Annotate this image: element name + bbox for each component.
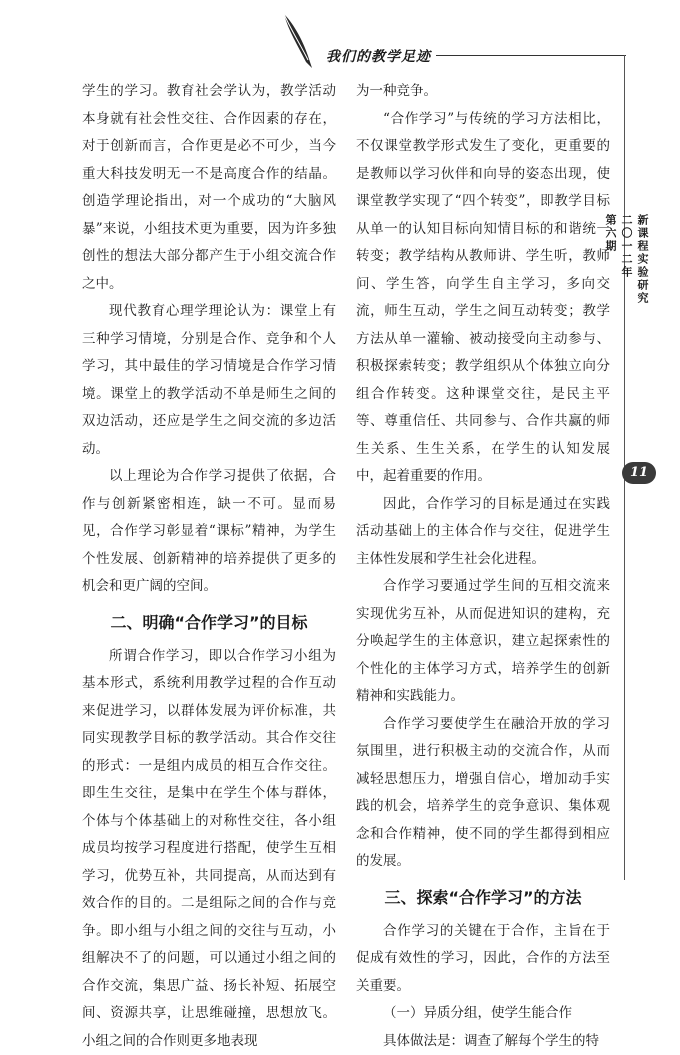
paragraph: 所谓合作学习，即以合作学习小组为基本形式，系统利用教学过程的合作互动来促进学习，以群体发展为评价标准，共同实现教学目标的教学活动。其合作交往的形式：一是组内成员的相互合作交往。即生生交往，是集中在学生个体与群体，个体与个体基础上的对称性交往，各小组成员均按学习程度进行搭配，使学生互相学习，优势互补，共同提高，从而达到有效合作的目的。二是组际之间的合作与竞争。即小组与小组之间的交往与互动，小组解决不了的问题，可以通过小组之间的合作交流，集思广益、扬长补短、拓展空间、资源共享，让思维碰撞，思想放飞。小组之间的合作则更多地表现 <box>82 643 336 1055</box>
paragraph: 合作学习要通过学生间的互相交流来实现优劣互补，从而促进知识的建构，充分唤起学生的主体意识，建立起探索性的个性化的主体学习方式，培养学生的创新精神和实践能力。 <box>356 573 610 711</box>
page-number-badge: 11 <box>622 462 656 484</box>
subsection-heading: （一）异质分组，使学生能合作 <box>356 1000 610 1028</box>
header-divider <box>436 55 626 56</box>
paragraph: “合作学习”与传统的学习方法相比，不仅课堂教学形式发生了变化，更重要的是教师以学习伙伴和向导的姿态出现，使课堂教学实现了“四个转变”，即教学目标从单一的认知目标向知情目标的和谐统一转变；教学结构从教师讲、学生听，教师问、学生答，向学生自主学习，多向交流，师生互动，学生之间互动转变；教学方法从单一灌输、被动接受向主动参与、积极探索转变；教学组织从个体独立向分组合作转变。这种课堂交往，是民主平等、尊重信任、共同参与、合作共赢的师生关系、生生关系，在学生的认知发展中，起着重要的作用。 <box>356 106 610 491</box>
paragraph: 合作学习的关键在于合作，主旨在于促成有效性的学习，因此，合作的方法至关重要。 <box>356 918 610 1001</box>
page-header <box>0 0 680 80</box>
paragraph: 以上理论为合作学习提供了依据，合作与创新紧密相连，缺一不可。显而易见，合作学习彰显着“课标”精神，为学生个性发展、创新精神的培养提供了更多的机会和更广阔的空间。 <box>82 463 336 601</box>
header-title: 我们的教学足迹 <box>326 46 431 66</box>
section-heading: 二、明确“合作学习”的目标 <box>82 609 336 637</box>
journal-sidebar <box>628 214 650 305</box>
paragraph: 学生的学习。教育社会学认为，教学活动本身就有社会性交往、合作因素的存在，对于创新而言，合作更是必不可少，当今重大科技发明无一不是高度合作的结晶。创造学理论指出，对一个成功的“大脑风暴”来说，小组技术更为重要，因为许多独创性的想法大部分都产生于小组交流合作之中。 <box>82 78 336 298</box>
section-heading: 三、探索“合作学习”的方法 <box>356 884 610 912</box>
journal-year: 二〇一二年 <box>618 214 634 305</box>
paragraph: 因此，合作学习的目标是通过在实践活动基础上的主体合作与交往，促进学生主体性发展和学生社会化进程。 <box>356 491 610 574</box>
journal-name: 新课程实验研究 <box>634 214 650 305</box>
journal-issue: 第六期 <box>602 214 618 305</box>
quill-pen-icon <box>278 12 318 72</box>
paragraph: 具体做法是：调查了解每个学生的特 <box>356 1028 610 1055</box>
right-column <box>356 78 610 1055</box>
paragraph: 现代教育心理学理论认为：课堂上有三种学习情境，分别是合作、竞争和个人学习，其中最佳的学习情境是合作学习情境。课堂上的教学活动不单是师生之间的双边活动，还应是学生之间交流的多边活动。 <box>82 298 336 463</box>
paragraph: 为一种竞争。 <box>356 78 610 106</box>
left-column <box>82 78 336 1055</box>
paragraph: 合作学习要使学生在融洽开放的学习氛围里，进行积极主动的交流合作，从而减轻思想压力，增强自信心，增加动手实践的机会，培养学生的竞争意识、集体观念和合作精神，使不同的学生都得到相应的发展。 <box>356 711 610 876</box>
